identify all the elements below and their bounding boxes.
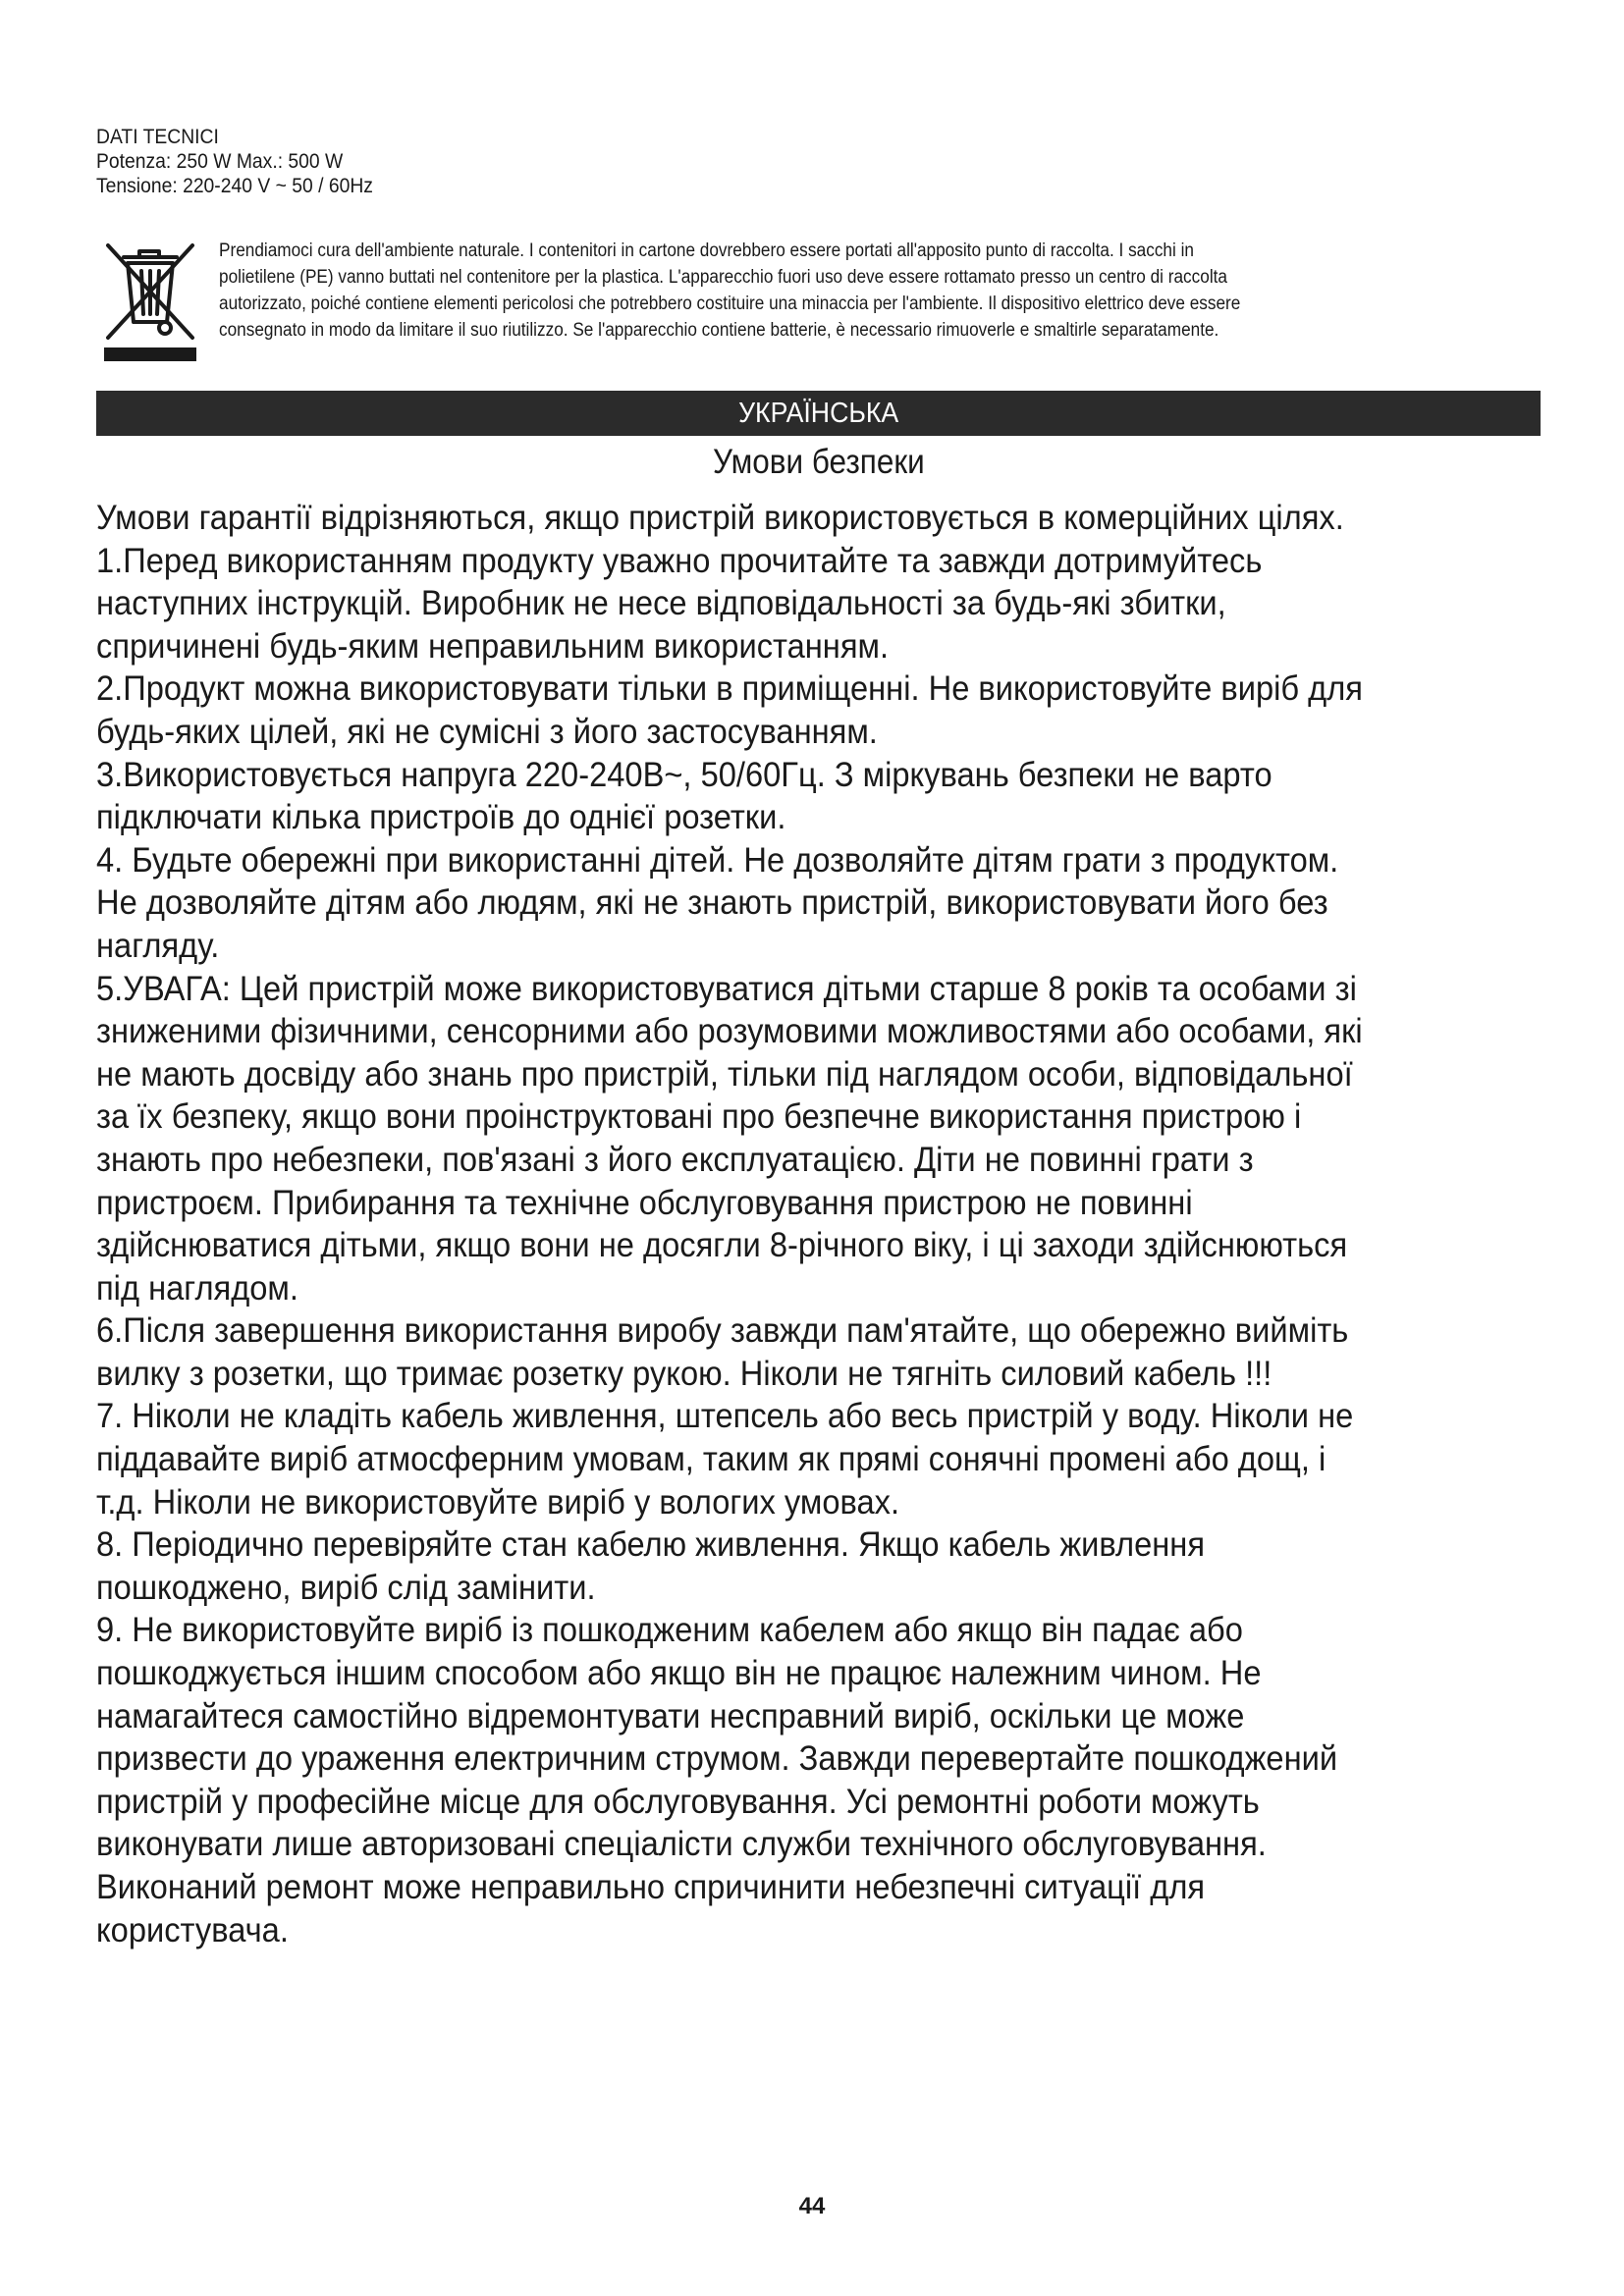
technical-data-voltage: Tensione: 220-240 V ~ 50 / 60Hz <box>96 175 373 197</box>
safety-instructions <box>96 497 1524 1951</box>
instruction-item-5: 5.УВАГА: Цей пристрій може використовуватися дітьми старше 8 років та особами зі зниженими фізичними, сенсорними або розумовими можливостями або особами, які не мають досвіду або знань про пристрій, тільки під наглядом особи, відповідальної за їх безпеку, якщо вони проінструктовані про безпечне використання пристрою і знають про небезпеки, пов'язані з його експлуатацією. Діти не повинні грати з пристроєм. Прибирання та технічне обслуговування пристрою не повинні здійснюватися дітьми, якщо вони не досягли 8-річного віку, і ці заходи здійснюються під наглядом. <box>96 968 1363 1308</box>
instruction-item-9: 9. Не використовуйте виріб із пошкодженим кабелем або якщо він падає або пошкоджується іншим способом або якщо він не працює належним чином. Не намагайтеся самостійно відремонтувати несправний виріб, оскільки це може призвести до ураження електричним струмом. Завжди перевертайте пошкоджений пристрій у професійне місце для обслуговування. Усі ремонтні роботи можуть виконувати лише авторизовані спеціалісти служби технічного обслуговування. Виконаний ремонт може неправильно спричинити небезпечні ситуації для користувача. <box>96 1610 1338 1949</box>
instruction-item-3: 3.Використовується напруга 220-240В~, 50/60Гц. З міркувань безпеки не варто підключати кілька пристроїв до однієї розетки. <box>96 754 1272 837</box>
language-header-label: УКРАЇНСЬКА <box>737 398 899 429</box>
language-header <box>96 391 1541 436</box>
recycling-notice <box>96 237 1540 362</box>
warranty-paragraph: Умови гарантії відрізняються, якщо пристрій використовується в комерційних цілях. <box>96 498 1344 537</box>
page-number: 44 <box>798 2193 826 2219</box>
instruction-item-8: 8. Періодично перевіряйте стан кабелю живлення. Якщо кабель живлення пошкоджено, виріб слід замінити. <box>96 1524 1206 1607</box>
instruction-item-1: 1.Перед використанням продукту уважно прочитайте та завжди дотримуйтесь наступних інструкцій. Виробник не несе відповідальності за будь-які збитки, спричинені будь-яким неправильним використанням. <box>96 540 1263 666</box>
instruction-item-4: 4. Будьте обережні при використанні дітей. Не дозволяйте дітям грати з продуктом. Не дозволяйте дітям або людям, які не знають пристрій, використовувати його без нагляду. <box>96 839 1339 965</box>
crossed-out-wheelie-bin-icon <box>100 240 200 363</box>
technical-data <box>96 126 1540 198</box>
section-title-label: Умови безпеки <box>712 443 925 481</box>
instruction-item-2: 2.Продукт можна використовувати тільки в приміщенні. Не використовуйте виріб для будь-яких цілей, які не сумісні з його застосуванням. <box>96 668 1363 751</box>
manual-page <box>96 126 1540 1949</box>
section-title <box>96 442 1541 483</box>
instruction-item-7: 7. Ніколи не кладіть кабель живлення, штепсель або весь пристрій у воду. Ніколи не піддавайте виріб атмосферним умовам, таким як прямі сонячні промені або дощ, і т.д. Ніколи не використовуйте виріб у вологих умовах. <box>96 1396 1354 1522</box>
technical-data-power: Potenza: 250 W Max.: 500 W <box>96 150 344 173</box>
recycling-notice-text: Prendiamoci cura dell'ambiente naturale. I contenitori in cartone dovrebbero essere portati all'apposito punto di raccolta. I sacchi in polietilene (PE) vanno buttati nel contenitore per la plastica. L'apparecchio fuori uso deve essere rottamato presso un centro di raccolta autorizzato, poiché contiene elementi pericolosi che potrebbero costituire una minaccia per l'ambiente. Il dispositivo elettrico deve essere consegnato in modo da limitare il suo riutilizzo. Se l'apparecchio contiene batterie, è necessario rimuoverle e smaltirle separatamente. <box>219 240 1241 341</box>
technical-data-title: DATI TECNICI <box>96 126 219 148</box>
instruction-item-6: 6.Після завершення використання виробу завжди пам'ятайте, що обережно вийміть вилку з розетки, що тримає розетку рукою. Ніколи не тягніть силовий кабель !!! <box>96 1310 1349 1393</box>
